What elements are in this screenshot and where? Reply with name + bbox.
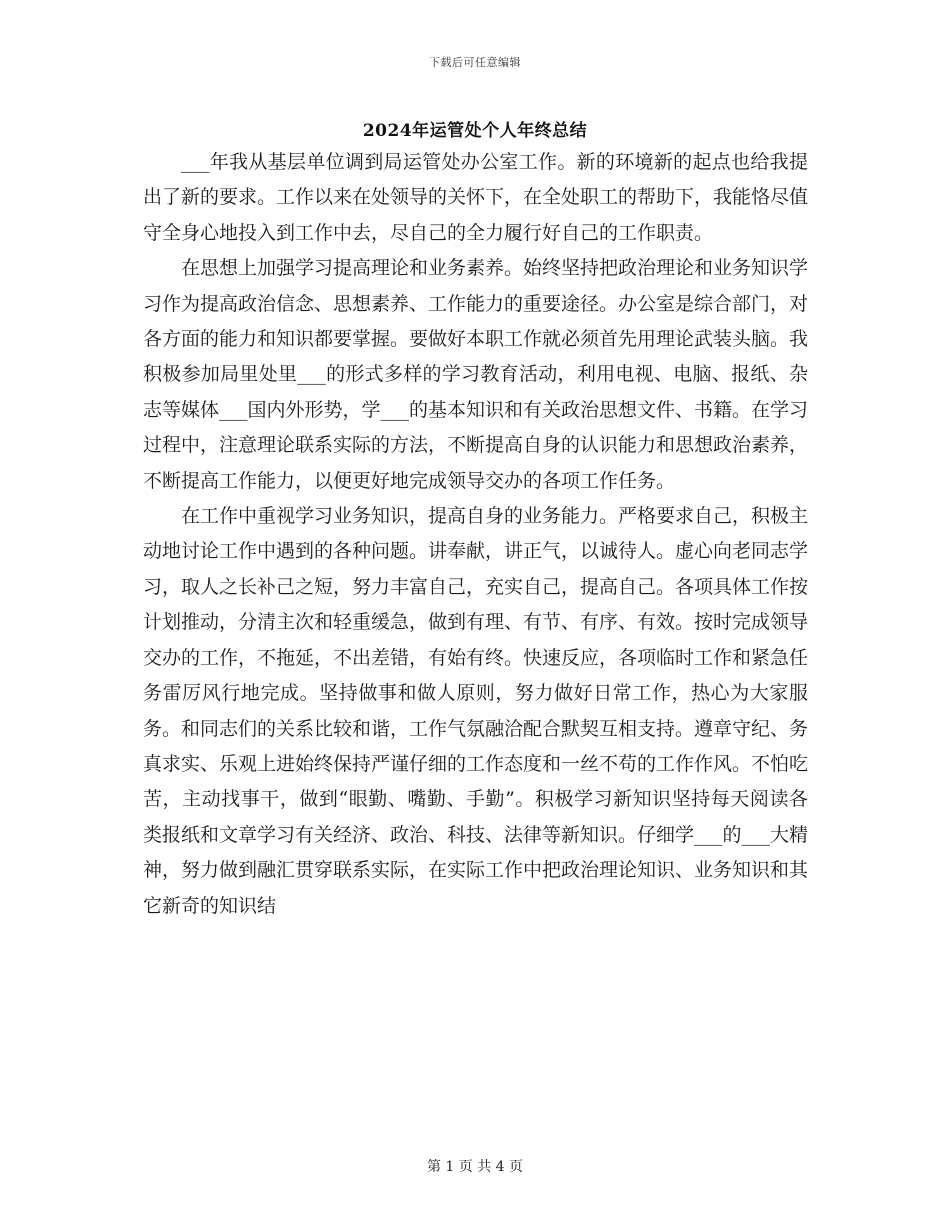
paragraph-theory-study: 在思想上加强学习提高理论和业务素养。始终坚持把政治理论和业务知识学习作为提高政治信念、思想素养、工作能力的重要途径。办公室是综合部门，对各方面的能力和知识都要掌握。要做好本职工作就必须首先用理论武装头脑。我积极参加局里处里___的形式多样的学习教育活动，利用电视、电脑、报纸、杂志等媒体___国内外形势，学___的基本知识和有关政治思想文件、书籍。在学习过程中，注意理论联系实际的方法，不断提高自身的认识能力和思想政治素养，不断提高工作能力，以便更好地完成领导交办的各项工作任务。 [143,257,809,492]
paragraph-intro: ___年我从基层单位调到局运管处办公室工作。新的环境新的起点也给我提出了新的要求。工作以来在处领导的关怀下，在全处职工的帮助下，我能恪尽值守全身心地投入到工作中去，尽自己的全力履行好自己的工作职责。 [143,151,809,244]
document-title: 2024年运管处个人年终总结 [362,121,588,141]
document-body [143,145,808,924]
page-number: 第 1 页 共 4 页 [426,1159,524,1175]
paragraph-work-skills: 在工作中重视学习业务知识，提高自身的业务能力。严格要求自己，积极主动地讨论工作中遇到的各种问题。讲奉献，讲正气，以诚待人。虚心向老同志学习，取人之长补己之短，努力丰富自己，充实自己，提高自己。各项具体工作按计划推动，分清主次和轻重缓急，做到有理、有节、有序、有效。按时完成领导交办的工作，不拖延，不出差错，有始有终。快速反应，各项临时工作和紧急任务雷厉风行地完成。坚持做事和做人原则，努力做好日常工作，热心为大家服务。和同志们的关系比较和谐，工作气氛融洽配合默契互相支持。遵章守纪、务真求实、乐观上进始终保持严谨仔细的工作态度和一丝不苟的工作作风。不怕吃苦，主动找事干，做到“眼勤、嘴勤、手勤”。积极学习新知识坚持每天阅读各类报纸和文章学习有关经济、政治、科技、法律等新知识。仔细学___的___大精神，努力做到融汇贯穿联系实际，在实际工作中把政治理论知识、业务知识和其它新奇的知识结 [143,505,809,917]
header-note: 下载后可任意编辑 [429,56,521,69]
